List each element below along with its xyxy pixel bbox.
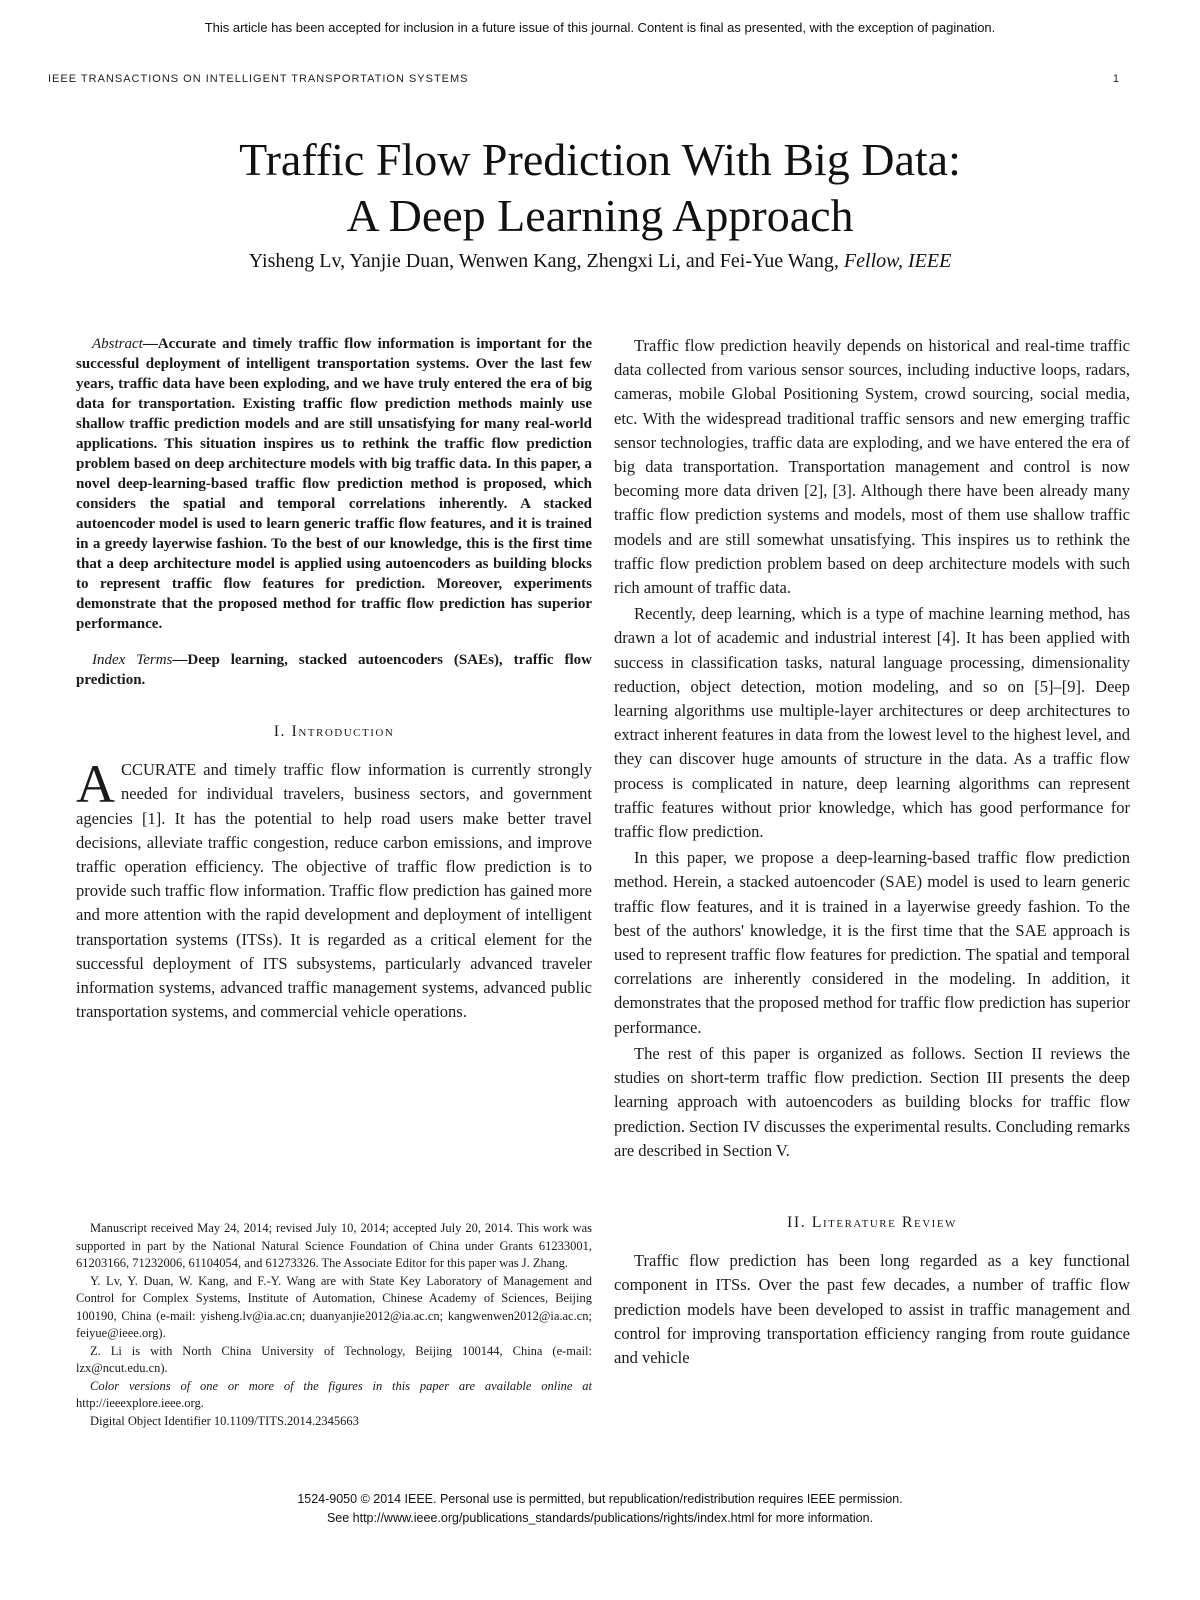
title-line-1: Traffic Flow Prediction With Big Data: — [239, 134, 961, 185]
intro-paragraph-5: The rest of this paper is organized as follows. Section II reviews the studies on short-term traffic flow prediction. Section III presents the deep learning approach with autoencoders as building blocks for traffic flow prediction. Section IV discusses the experimental results. Concluding remarks are described in Section V. — [614, 1043, 1130, 1160]
footnote-url-link[interactable]: http://ieeexplore.ieee.org. — [76, 1396, 204, 1410]
acceptance-banner: This article has been accepted for inclusion in a future issue of this journal. Content is final as presented, with the exception of pagination. — [204, 20, 996, 35]
section-heading-literature-review: II. Literature Review — [787, 1213, 957, 1231]
intro-paragraph-2: Traffic flow prediction heavily depends on historical and real-time traffic data collected from various sensor sources, including inductive loops, radars, cameras, mobile Global Positioning System, crowd sourcing, social media, etc. With the widespread traditional traffic sensors and new emerging traffic sensor technologies, traffic data are exploding, and we have entered the era of big data transportation. Transportation management and control is now becoming more data driven [2], [3]. Although there have been already many traffic flow prediction systems and models, most of them use shallow traffic models and are still somewhat unsatisfying. This inspires us to rethink the traffic flow prediction problem based on deep architecture models with such rich amount of traffic data. — [614, 336, 1130, 598]
index-terms — [76, 650, 592, 690]
footnote-doi: Digital Object Identifier 10.1109/TITS.2014.2345663 — [90, 1413, 359, 1428]
copyright-footer — [0, 1490, 1200, 1528]
intro-paragraph-3: Recently, deep learning, which is a type of machine learning method, has drawn a lot of academic and industrial interest [4]. It has been applied with success in classification tasks, natural language processing, dimensionality reduction, object detection, motion modeling, and so on [5]–[9]. Deep learning algorithms use multiple-layer architectures or deep architectures to extract inherent features in data from the lowest level to the highest level, and they can discover huge amounts of structure in the data. As a traffic flow process is complicated in nature, deep learning algorithms can represent traffic features without prior knowledge, which has good performance for traffic flow prediction. — [614, 604, 1130, 842]
page-number: 1 — [1112, 73, 1120, 85]
author-suffix: Fellow, IEEE — [843, 250, 952, 272]
footnote-affiliation-1: Y. Lv, Y. Duan, W. Kang, and F.-Y. Wang are with State Key Laboratory of Management and Control for Complex Systems, Institute of Automation, Chinese Academy of Sciences, Beijing 100190, China (e-mail: yisheng.lv@ia.ac.cn; duanyanjie2012@ia.ac.cn; kangwenwen2012@ia.ac.cn; feiyue@ieee.org). — [76, 1273, 592, 1340]
running-head — [48, 73, 1120, 85]
footnotes — [76, 1220, 592, 1430]
index-terms-label: Index Terms — [92, 652, 173, 668]
intro-paragraph-4: In this paper, we propose a deep-learning-based traffic flow prediction method. Herein, a stacked autoencoder (SAE) model is used to learn generic traffic flow features, and it is trained in a layerwise greedy fashion. To the best of the authors' knowledge, it is the first time that the SAE approach is used to represent traffic flow features for prediction. The spatial and temporal correlations are inherently considered in the modeling. In addition, it demonstrates that the proposed method for traffic flow prediction has superior performance. — [614, 848, 1130, 1037]
abstract-label: Abstract — [92, 336, 143, 352]
author-names: Yisheng Lv, Yanjie Duan, Wenwen Kang, Zhengxi Li, and Fei-Yue Wang, — [248, 250, 844, 272]
abstract-text: —Accurate and timely traffic flow information is important for the successful deployment of intelligent transportation systems. Over the last few years, traffic data have been exploding, and we have truly entered the era of big data for transportation. Existing traffic flow prediction methods mainly use shallow traffic prediction models and are still unsatisfying for many real-world applications. This situation inspires us to rethink the traffic flow prediction problem based on deep architecture models with big traffic data. In this paper, a novel deep-learning-based traffic flow prediction method is proposed, which considers the spatial and temporal correlations inherently. A stacked autoencoder model is used to learn generic traffic flow features, and it is trained in a greedy layerwise fashion. To the best of our knowledge, this is the first time that a deep architecture model is applied using autoencoders as building blocks to represent traffic flow features for prediction. Moreover, experiments demonstrate that the proposed method for traffic flow prediction has superior performance. — [76, 336, 592, 632]
footnote-color-versions — [76, 1378, 592, 1413]
literature-paragraph-1: Traffic flow prediction has been long regarded as a key functional component in ITSs. Over the past few decades, a number of traffic flow prediction models have been developed to assist in traffic management and control for improving transportation efficiency ranging from route guidance and vehicle — [614, 1251, 1130, 1367]
author-list — [0, 250, 1200, 273]
footnote-manuscript: Manuscript received May 24, 2014; revised July 10, 2014; accepted July 20, 2014. This work was supported in part by the National Natural Science Foundation of China under Grants 61233001, 61203166, 71232006, 61104054, and 61273326. The Associate Editor for this paper was J. Zhang. — [76, 1221, 592, 1270]
index-terms-text: —Deep learning, stacked autoencoders (SAEs), traffic flow prediction. — [76, 652, 592, 688]
drop-cap: A — [76, 754, 115, 815]
intro-paragraph-1-text: CCURATE and timely traffic flow information is currently strongly needed for individual travelers, business sectors, and government agencies [1]. It has the potential to help road users make better travel decisions, alleviate traffic congestion, reduce carbon emissions, and improve traffic operation efficiency. The objective of traffic flow prediction is to provide such traffic flow information. Traffic flow prediction has gained more and more attention with the rapid development and deployment of intelligent transportation systems (ITSs). It is regarded as a critical element for the successful deployment of ITS subsystems, particularly advanced traveler information systems, advanced traffic management systems, advanced public transportation systems, and commercial vehicle operations. — [76, 760, 592, 1022]
section-heading-introduction: I. Introduction — [273, 723, 395, 740]
journal-name: IEEE TRANSACTIONS ON INTELLIGENT TRANSPORTATION SYSTEMS — [48, 73, 469, 85]
paper-title — [0, 132, 1200, 244]
copyright-line: 1524-9050 © 2014 IEEE. Personal use is permitted, but republication/redistribution requires IEEE permission. — [297, 1492, 903, 1506]
abstract — [76, 334, 592, 634]
footnote-affiliation-2: Z. Li is with North China University of Technology, Beijing 100144, China (e-mail: lzx@ncut.edu.cn). — [76, 1343, 592, 1375]
rights-line: See http://www.ieee.org/publications_standards/publications/rights/index.html for more information. — [326, 1511, 874, 1525]
intro-paragraph-1 — [76, 754, 592, 1024]
left-column — [76, 334, 592, 1026]
title-line-2: A Deep Learning Approach — [346, 190, 854, 241]
footnote-color-text: Color versions of one or more of the figures in this paper are available online at — [90, 1378, 592, 1393]
right-column — [614, 334, 1130, 1372]
